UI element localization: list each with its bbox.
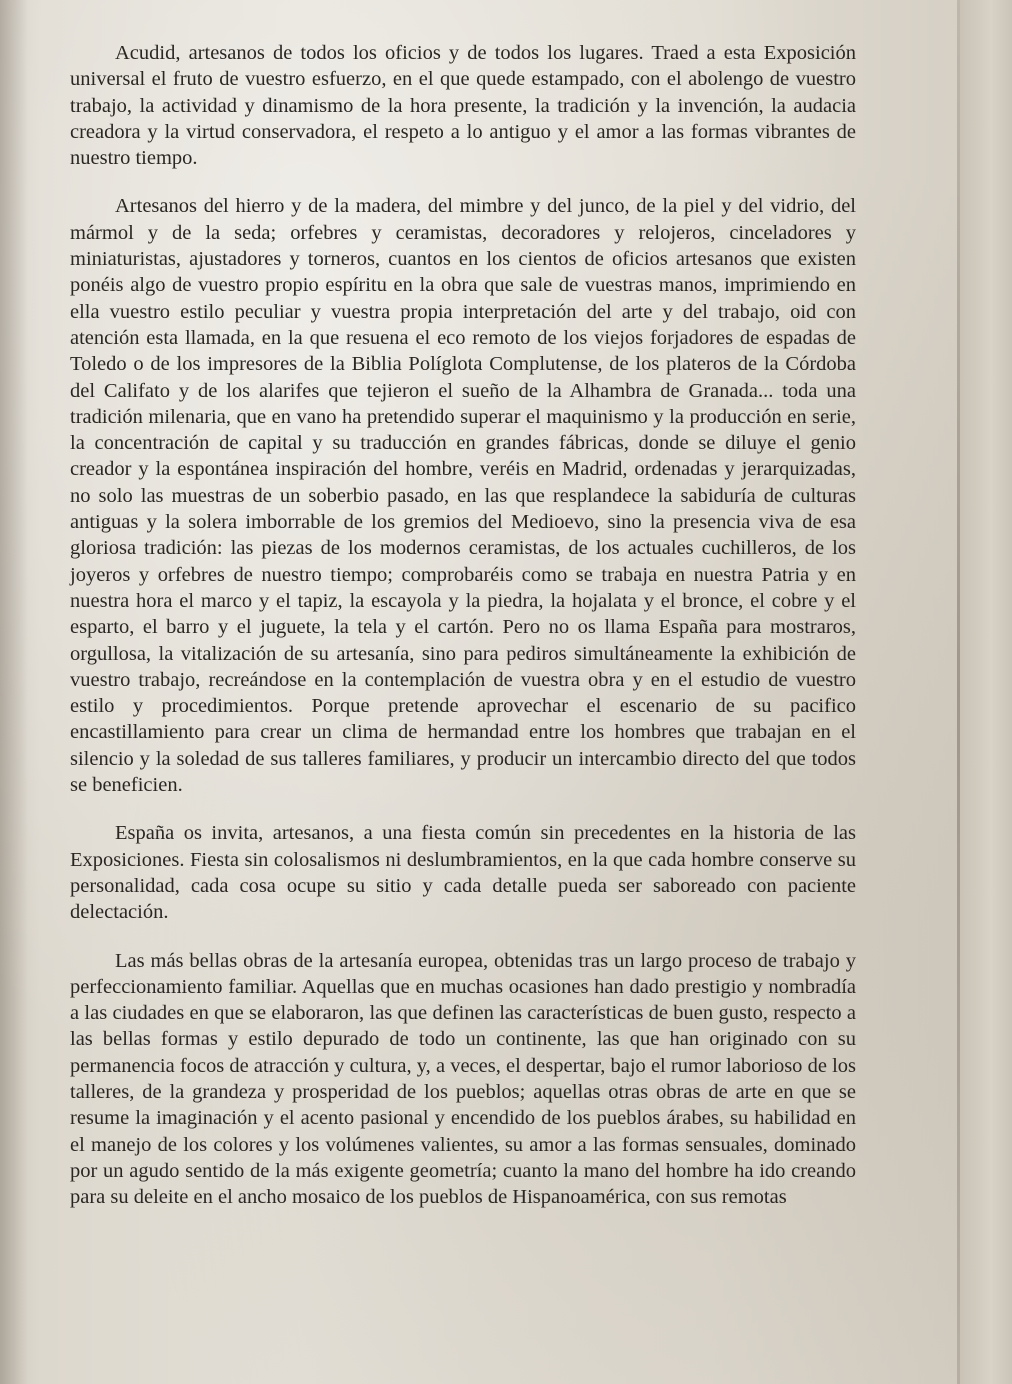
page-edge-shadow <box>0 0 28 1384</box>
page-fold-line <box>957 0 960 1384</box>
paragraph-4: Las más bellas obras de la artesanía europea, obtenidas tras un largo proceso de trabajo y perfeccionamiento familiar. Aquellas que en muchas ocasiones han dado prestigio y nombradía a las ciudades en que se elaboraron, las que definen las características de buen gusto, respecto a las bellas formas y estilo depurado de todo un continente, las que han originado con su permanencia focos de atracción y cultura, y, a veces, el despertar, bajo el rumor laborioso de los talleres, de la grandeza y prosperidad de los pueblos; aquellas otras obras de arte en que se resume la imaginación y el acento pasional y encendido de los pueblos árabes, su habilidad en el manejo de los colores y los volúmenes valientes, su amor a las formas sensuales, dominado por un agudo sentido de la más exigente geometría; cuanto la mano del hombre ha ido creando para su deleite en el ancho mosaico de los pueblos de Hispanoamérica, con sus remotas <box>70 949 856 1209</box>
paragraph-2: Artesanos del hierro y de la madera, del mimbre y del junco, de la piel y del vidrio, del mármol y de la seda; orfebres y ceramistas, decoradores y relojeros, cinceladores y miniaturistas, ajustadores y torneros, cuantos en los cientos de oficios artesanos que existen ponéis algo de vuestro propio espíritu en la obra que sale de vuestras manos, imprimiendo en ella vuestro estilo peculiar y vuestra propia interpretación del arte y del trabajo, oid con atención esta llamada, en la que resuena el eco remoto de los viejos forjadores de espadas de Toledo o de los impresores de la Biblia Políglota Complutense, de los plateros de la Córdoba del Califato y de los alarifes que tejieron el sueño de la Alhambra de Granada... toda una tradición milenaria, que en vano ha pretendido superar el maquinismo y la producción en serie, la concentración de capital y su traducción en grandes fábricas, donde se diluye el genio creador y la espontánea inspiración del hombre, veréis en Madrid, ordenadas y jerarquizadas, no solo las muestras de un soberbio pasado, en las que resplandece la sabiduría de culturas antiguas y la solera imborrable de los gremios del Medioevo, sino la presencia viva de esa gloriosa tradición: las piezas de los modernos ceramistas, de los actuales cuchilleros, de los joyeros y orfebres de nuestro tiempo; comprobaréis como se trabaja en nuestra Patria y en nuestra hora el marco y el tapiz, la escayola y la piedra, la hojalata y el bronce, el cobre y el esparto, el barro y el juguete, la tela y el cartón. Pero no os llama España para mostraros, orgullosa, la vitalización de su artesanía, sino para pediros simultáneamente la exhibición de vuestro trabajo, recreándose en la contemplación de vuestra obra y en el estudio de vuestro estilo y procedimientos. Porque pretende aprovechar el escenario de su pacifico encastillamiento para crear un clima de hermandad entre los hombres que trabajan en el silencio y la soledad de sus talleres familiares, y producir un intercambio directo del que todos se beneficien. <box>70 195 856 797</box>
body-text <box>70 40 856 1210</box>
paragraph-1: Acudid, artesanos de todos los oficios y de todos los lugares. Traed a esta Exposición universal el fruto de vuestro esfuerzo, en el que quede estampado, con el abolengo de vuestro trabajo, la actividad y dinamismo de la hora presente, la tradición y la invención, la audacia creadora y la virtud conservadora, el respeto a lo antiguo y el amor a las formas vibrantes de nuestro tiempo. <box>70 42 856 170</box>
adjacent-page-strip <box>960 0 1012 1384</box>
paragraph-3: España os invita, artesanos, a una fiesta común sin precedentes en la historia de las Exposiciones. Fiesta sin colosalismos ni deslumbramientos, en la que cada hombre conserve su personalidad, cada cosa ocupe su sitio y cada detalle pueda ser saboreado con paciente delectación. <box>70 822 856 924</box>
